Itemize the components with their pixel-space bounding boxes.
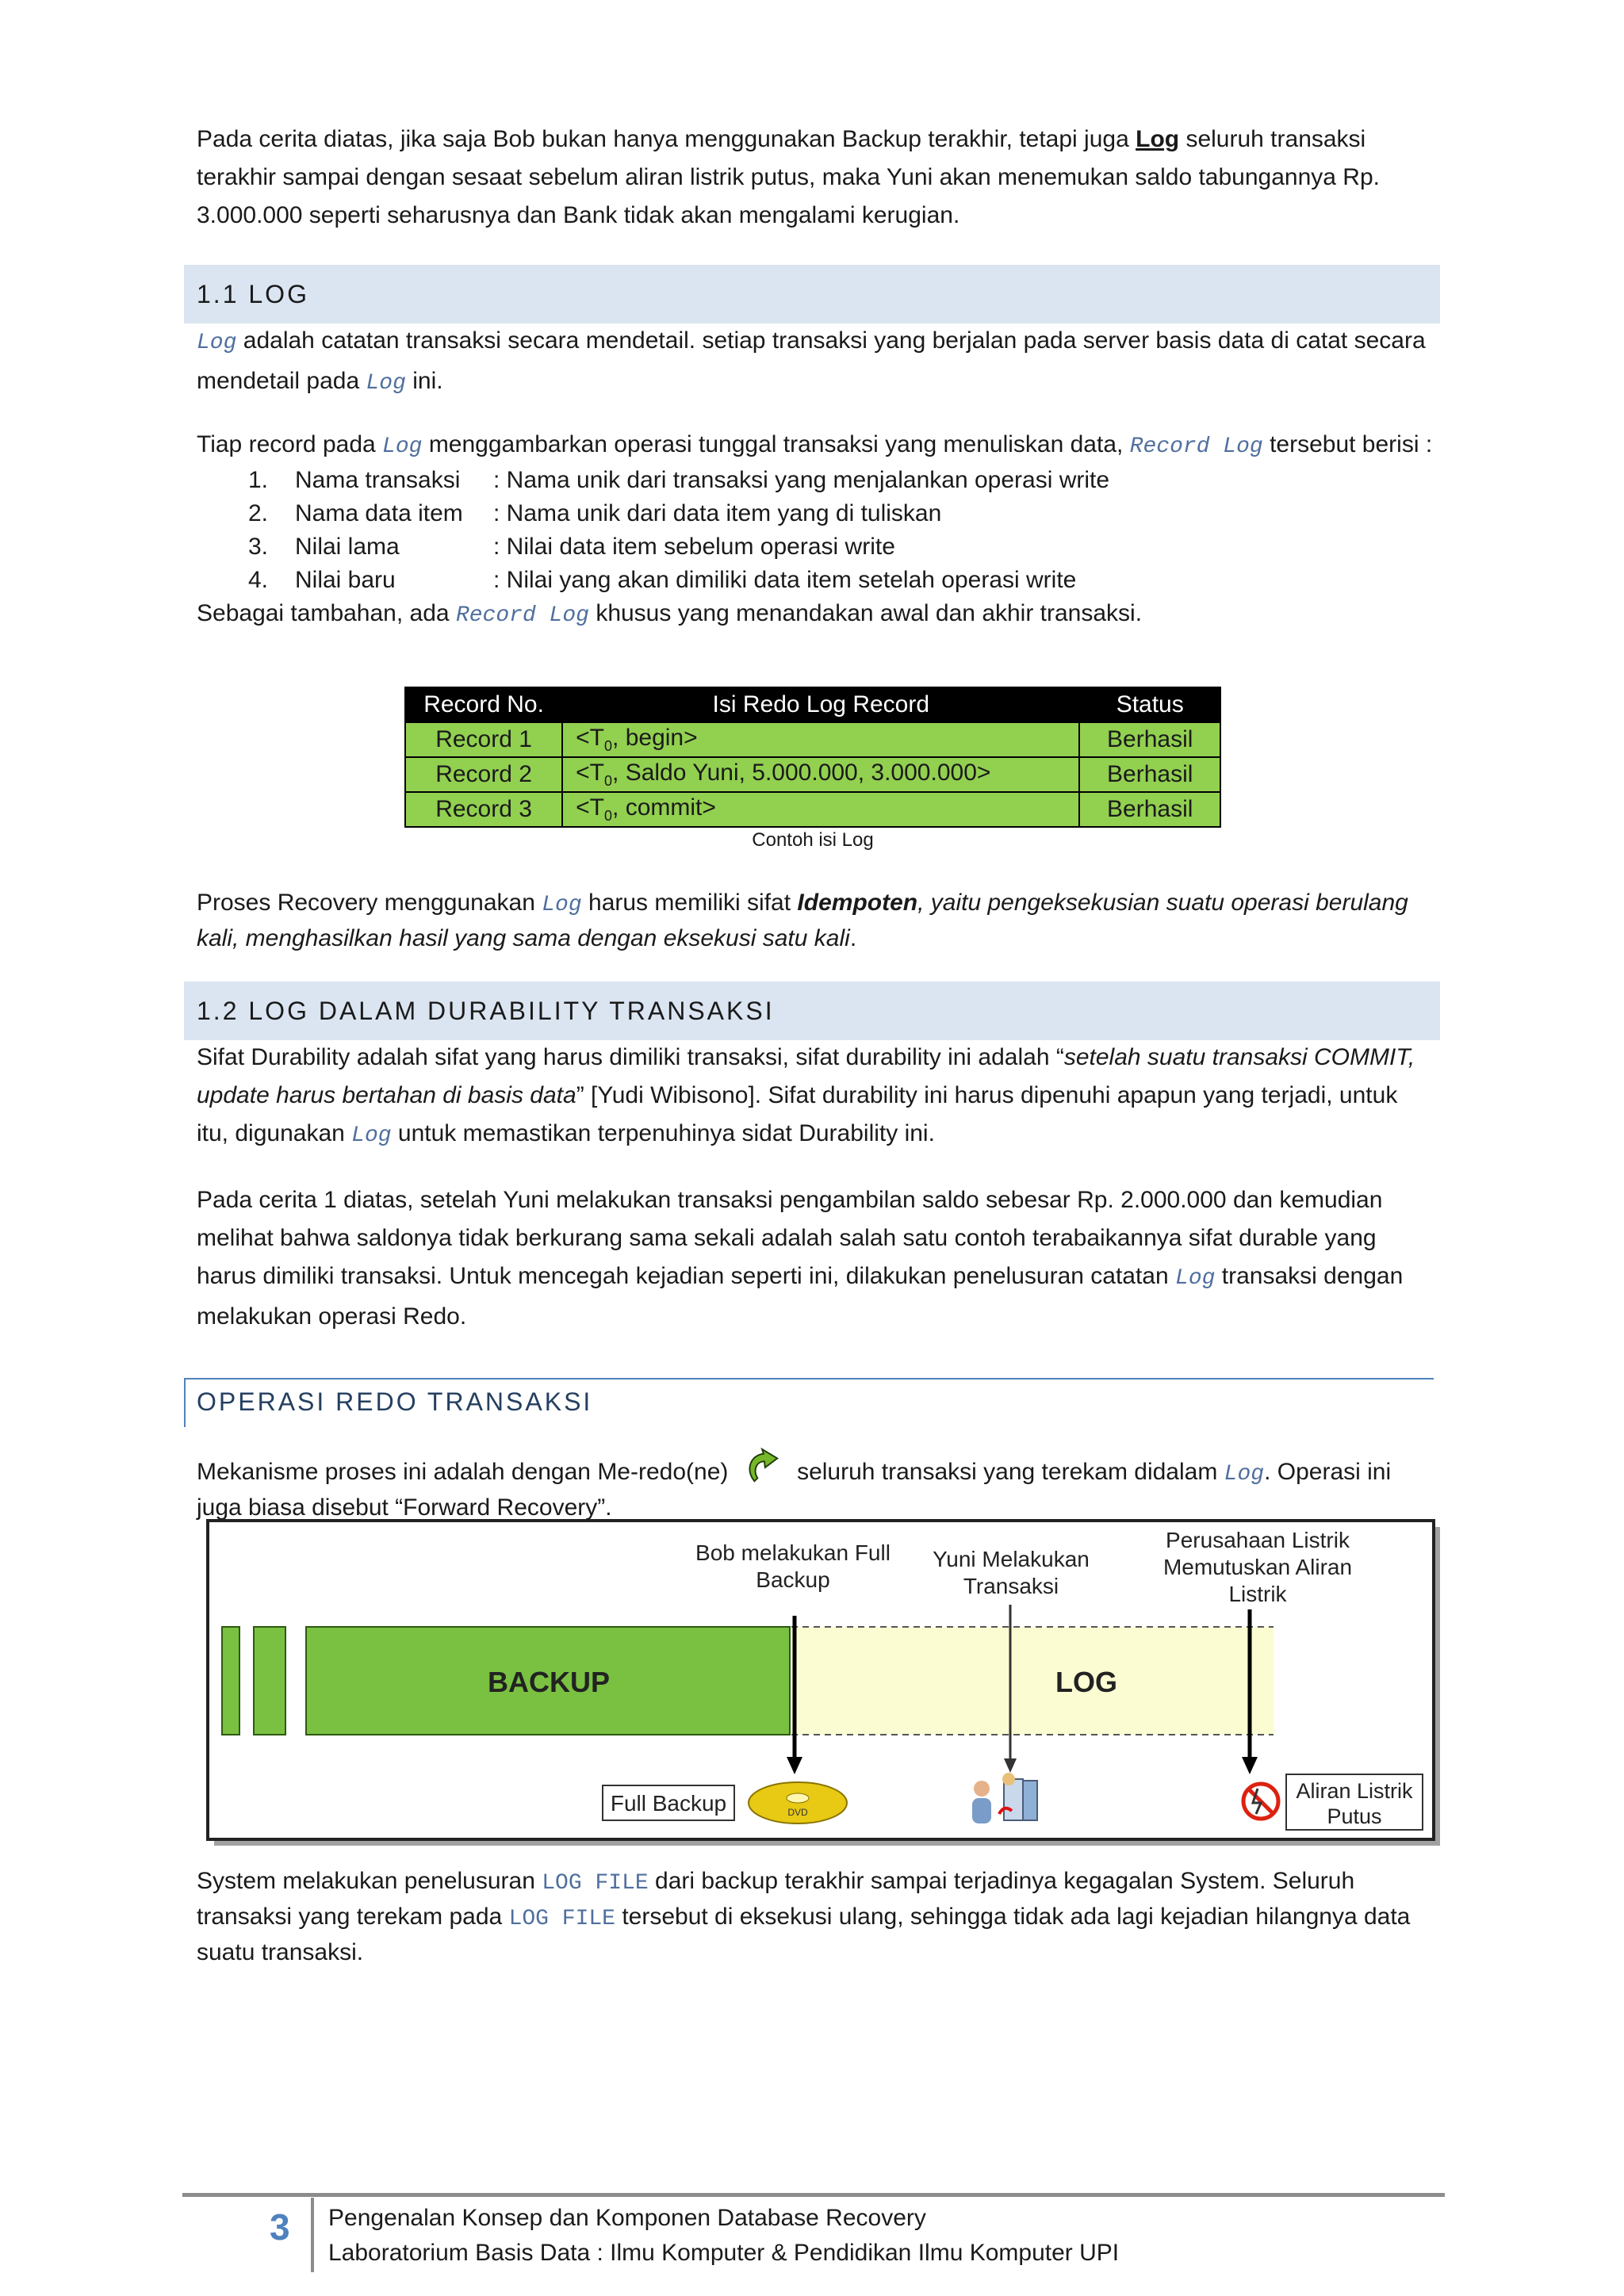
durability-paragraph-2 [197, 1181, 1434, 1336]
list-desc: : Nilai data item sebelum operasi write [493, 534, 895, 560]
record-content-cell [562, 792, 1079, 827]
record-intro-b: menggambarkan operasi tunggal transaksi yang menuliskan data, [428, 431, 1124, 457]
log-file-term: LOG FILE [508, 1907, 615, 1931]
idempotent-b: harus memiliki sifat [588, 890, 791, 916]
status-cell: Berhasil [1079, 792, 1220, 827]
record-intro [197, 428, 1434, 464]
bob-label: Backup [756, 1567, 830, 1592]
list-item [197, 530, 1434, 564]
list-item [197, 497, 1434, 530]
record-content-cell [562, 757, 1079, 792]
redo-arrow-icon [743, 1448, 783, 1486]
list-number: 4. [247, 567, 268, 593]
status-cell: Berhasil [1079, 757, 1220, 792]
record-content-sub: 0 [604, 738, 613, 754]
record-intro-c: tersebut berisi : [1270, 431, 1433, 457]
atm-icon [999, 1773, 1037, 1820]
table-caption: Contoh isi Log [752, 829, 874, 851]
record-content-cell [562, 722, 1079, 757]
list-number: 3. [247, 534, 268, 560]
list-name: Nilai baru [295, 567, 396, 593]
record-content-post: , begin> [612, 725, 698, 751]
record-content-pre: <T [576, 760, 605, 786]
log-bar [791, 1627, 1274, 1735]
table-row [405, 757, 1220, 792]
full-backup-label: Full Backup [610, 1791, 727, 1816]
column-header: Record No. [405, 687, 562, 722]
list-name: Nilai lama [295, 534, 400, 560]
record-addition-a: Sebagai tambahan, ada [197, 600, 450, 626]
status-cell: Berhasil [1079, 722, 1220, 757]
record-content-pre: <T [576, 794, 605, 821]
redo-a: Mekanisme proses ini adalah dengan Me-redo(ne) [197, 1459, 729, 1485]
durability-paragraph-1 [197, 1039, 1434, 1155]
section-heading-log: 1.1 LOG [184, 265, 1440, 323]
record-description [197, 428, 1434, 633]
log-definition-text: adalah catatan transaksi secara mendetail. setiap transaksi yang berjalan pada server basis data di catat secara mendetail pada [197, 327, 1426, 394]
list-desc: : Nama unik dari transaksi yang menjalankan operasi write [493, 467, 1110, 493]
list-name: Nama data item [295, 500, 463, 526]
small-backup-block [254, 1627, 285, 1735]
forward-recovery-diagram [206, 1519, 1445, 1850]
log-file-term: LOG FILE [542, 1871, 649, 1896]
record-content-sub: 0 [604, 773, 613, 789]
idempotent-term: Idempoten [797, 890, 918, 916]
idempotent-paragraph [197, 886, 1434, 955]
durability-story-end: transaksi dengan melakukan operasi Redo. [197, 1263, 1404, 1330]
list-item [197, 464, 1434, 497]
log-term: Log [197, 331, 237, 355]
log-term: Log [351, 1123, 392, 1148]
list-desc: : Nama unik dari data item yang di tuliskan [493, 500, 942, 526]
log-term: Log [1224, 1462, 1265, 1487]
record-log-term: Record Log [455, 603, 589, 628]
yuni-label: Yuni Melakukan [933, 1547, 1090, 1571]
redo-paragraph [197, 1448, 1434, 1525]
dvd-label: DVD [787, 1807, 808, 1818]
log-file-paragraph [197, 1865, 1434, 1969]
user-icon [972, 1781, 991, 1823]
log-file-b: dari backup terakhir sampai terjadinya kegagalan System. Seluruh transaksi yang terekam pada [197, 1868, 1355, 1930]
list-name: Nama transaksi [295, 467, 461, 493]
pln-label: Perusahaan Listrik [1166, 1528, 1350, 1552]
record-no-cell: Record 1 [405, 722, 562, 757]
pln-label: Memutuskan Aliran [1162, 1555, 1353, 1579]
record-content-sub: 0 [604, 808, 613, 824]
power-outage-icon [1243, 1784, 1278, 1819]
record-fields-list [197, 464, 1434, 597]
redo-c: . Operasi ini juga biasa disebut “Forward Recovery”. [197, 1459, 1392, 1521]
log-definition-paragraph [197, 322, 1434, 403]
record-addition-b: khusus yang menandakan awal dan akhir transaksi. [596, 600, 1143, 626]
redo-log-table [404, 687, 1221, 828]
footer-rule [182, 2193, 1445, 2197]
durability-b: ” [Yudi Wibisono]. Sifat durability ini harus dipenuhi apapun yang terjadi, untuk itu, digunakan [197, 1082, 1398, 1146]
power-cut-label: Putus [1327, 1804, 1382, 1828]
list-desc: : Nilai yang akan dimiliki data item setelah operasi write [493, 567, 1077, 593]
small-backup-block [222, 1627, 239, 1735]
durability-a: Sifat Durability adalah sifat yang harus dimiliki transaksi, sifat durability ini adalah “ [197, 1044, 1064, 1070]
bob-label: Bob melakukan Full [695, 1540, 891, 1565]
footer-divider [311, 2198, 314, 2272]
durability-quote: setelah suatu transaksi COMMIT, update harus bertahan di basis data [197, 1044, 1415, 1108]
record-intro-a: Tiap record pada [197, 431, 376, 457]
log-term: Log [542, 893, 582, 917]
column-header: Status [1079, 687, 1220, 722]
record-content-pre: <T [576, 725, 605, 751]
intro-log-word: Log [1136, 126, 1180, 152]
record-content-post: , Saldo Yuni, 5.000.000, 3.000.000> [612, 760, 991, 786]
section-heading-durability: 1.2 LOG DALAM DURABILITY TRANSAKSI [184, 982, 1440, 1040]
backup-label: BACKUP [487, 1666, 611, 1698]
table-row [405, 792, 1220, 827]
intro-text: Pada cerita diatas, jika saja Bob bukan hanya menggunakan Backup terakhir, tetapi juga [197, 126, 1129, 152]
log-file-c: tersebut di eksekusi ulang, sehingga tidak ada lagi kejadian hilangnya data suatu transaksi. [197, 1904, 1411, 1965]
table-row [405, 722, 1220, 757]
log-term: Log [1175, 1266, 1216, 1291]
pln-label: Listrik [1228, 1582, 1287, 1606]
record-content-post: , commit> [612, 794, 716, 821]
log-definition-end: ini. [412, 368, 443, 394]
record-no-cell: Record 2 [405, 757, 562, 792]
record-addition [197, 597, 1434, 633]
power-cut-label: Aliran Listrik [1296, 1779, 1413, 1803]
intro-text-end: seluruh transaksi terakhir sampai dengan sesaat sebelum aliran listrik putus, maka Yuni akan menemukan saldo tabungannya Rp. 3.000.000 seperti seharusnya dan Bank tidak akan mengalami kerugian. [197, 126, 1380, 228]
log-label: LOG [1055, 1666, 1117, 1698]
column-header: Isi Redo Log Record [562, 687, 1079, 722]
table-header-row [405, 687, 1220, 722]
footer-line-2: Laboratorium Basis Data : Ilmu Komputer & Pendidikan Ilmu Komputer UPI [328, 2240, 1120, 2266]
list-item [197, 564, 1434, 597]
page-number: 3 [270, 2206, 290, 2248]
record-no-cell: Record 3 [405, 792, 562, 827]
log-term: Log [366, 371, 406, 396]
dvd-icon [749, 1782, 847, 1823]
section-heading-redo: OPERASI REDO TRANSAKSI [184, 1378, 1434, 1427]
record-log-term: Record Log [1129, 434, 1263, 459]
log-term: Log [382, 434, 423, 459]
list-number: 2. [247, 500, 268, 526]
log-file-a: System melakukan penelusuran [197, 1868, 535, 1894]
yuni-label: Transaksi [963, 1574, 1059, 1598]
footer-line-1: Pengenalan Konsep dan Komponen Database Recovery [328, 2205, 926, 2231]
idempotent-definition: , yaitu pengeksekusian suatu operasi berulang kali, menghasilkan hasil yang sama dengan eksekusi satu kali [197, 890, 1408, 951]
redo-b: seluruh transaksi yang terekam didalam [797, 1459, 1218, 1485]
list-number: 1. [247, 467, 268, 493]
durability-story: Pada cerita 1 diatas, setelah Yuni melakukan transaksi pengambilan saldo sebesar Rp. 2.000.000 dan kemudian melihat bahwa saldonya tidak berkurang sama sekali adalah salah satu contoh terabaikannya sifat durable yang harus dimiliki transaksi. Untuk mencegah kejadian seperti ini, dilakukan penelusuran catatan [197, 1187, 1383, 1289]
intro-paragraph [197, 121, 1434, 235]
footer-text [328, 2201, 1119, 2271]
idempotent-end: . [849, 925, 857, 951]
idempotent-a: Proses Recovery menggunakan [197, 890, 535, 916]
durability-c: untuk memastikan terpenuhinya sidat Durability ini. [397, 1120, 935, 1146]
